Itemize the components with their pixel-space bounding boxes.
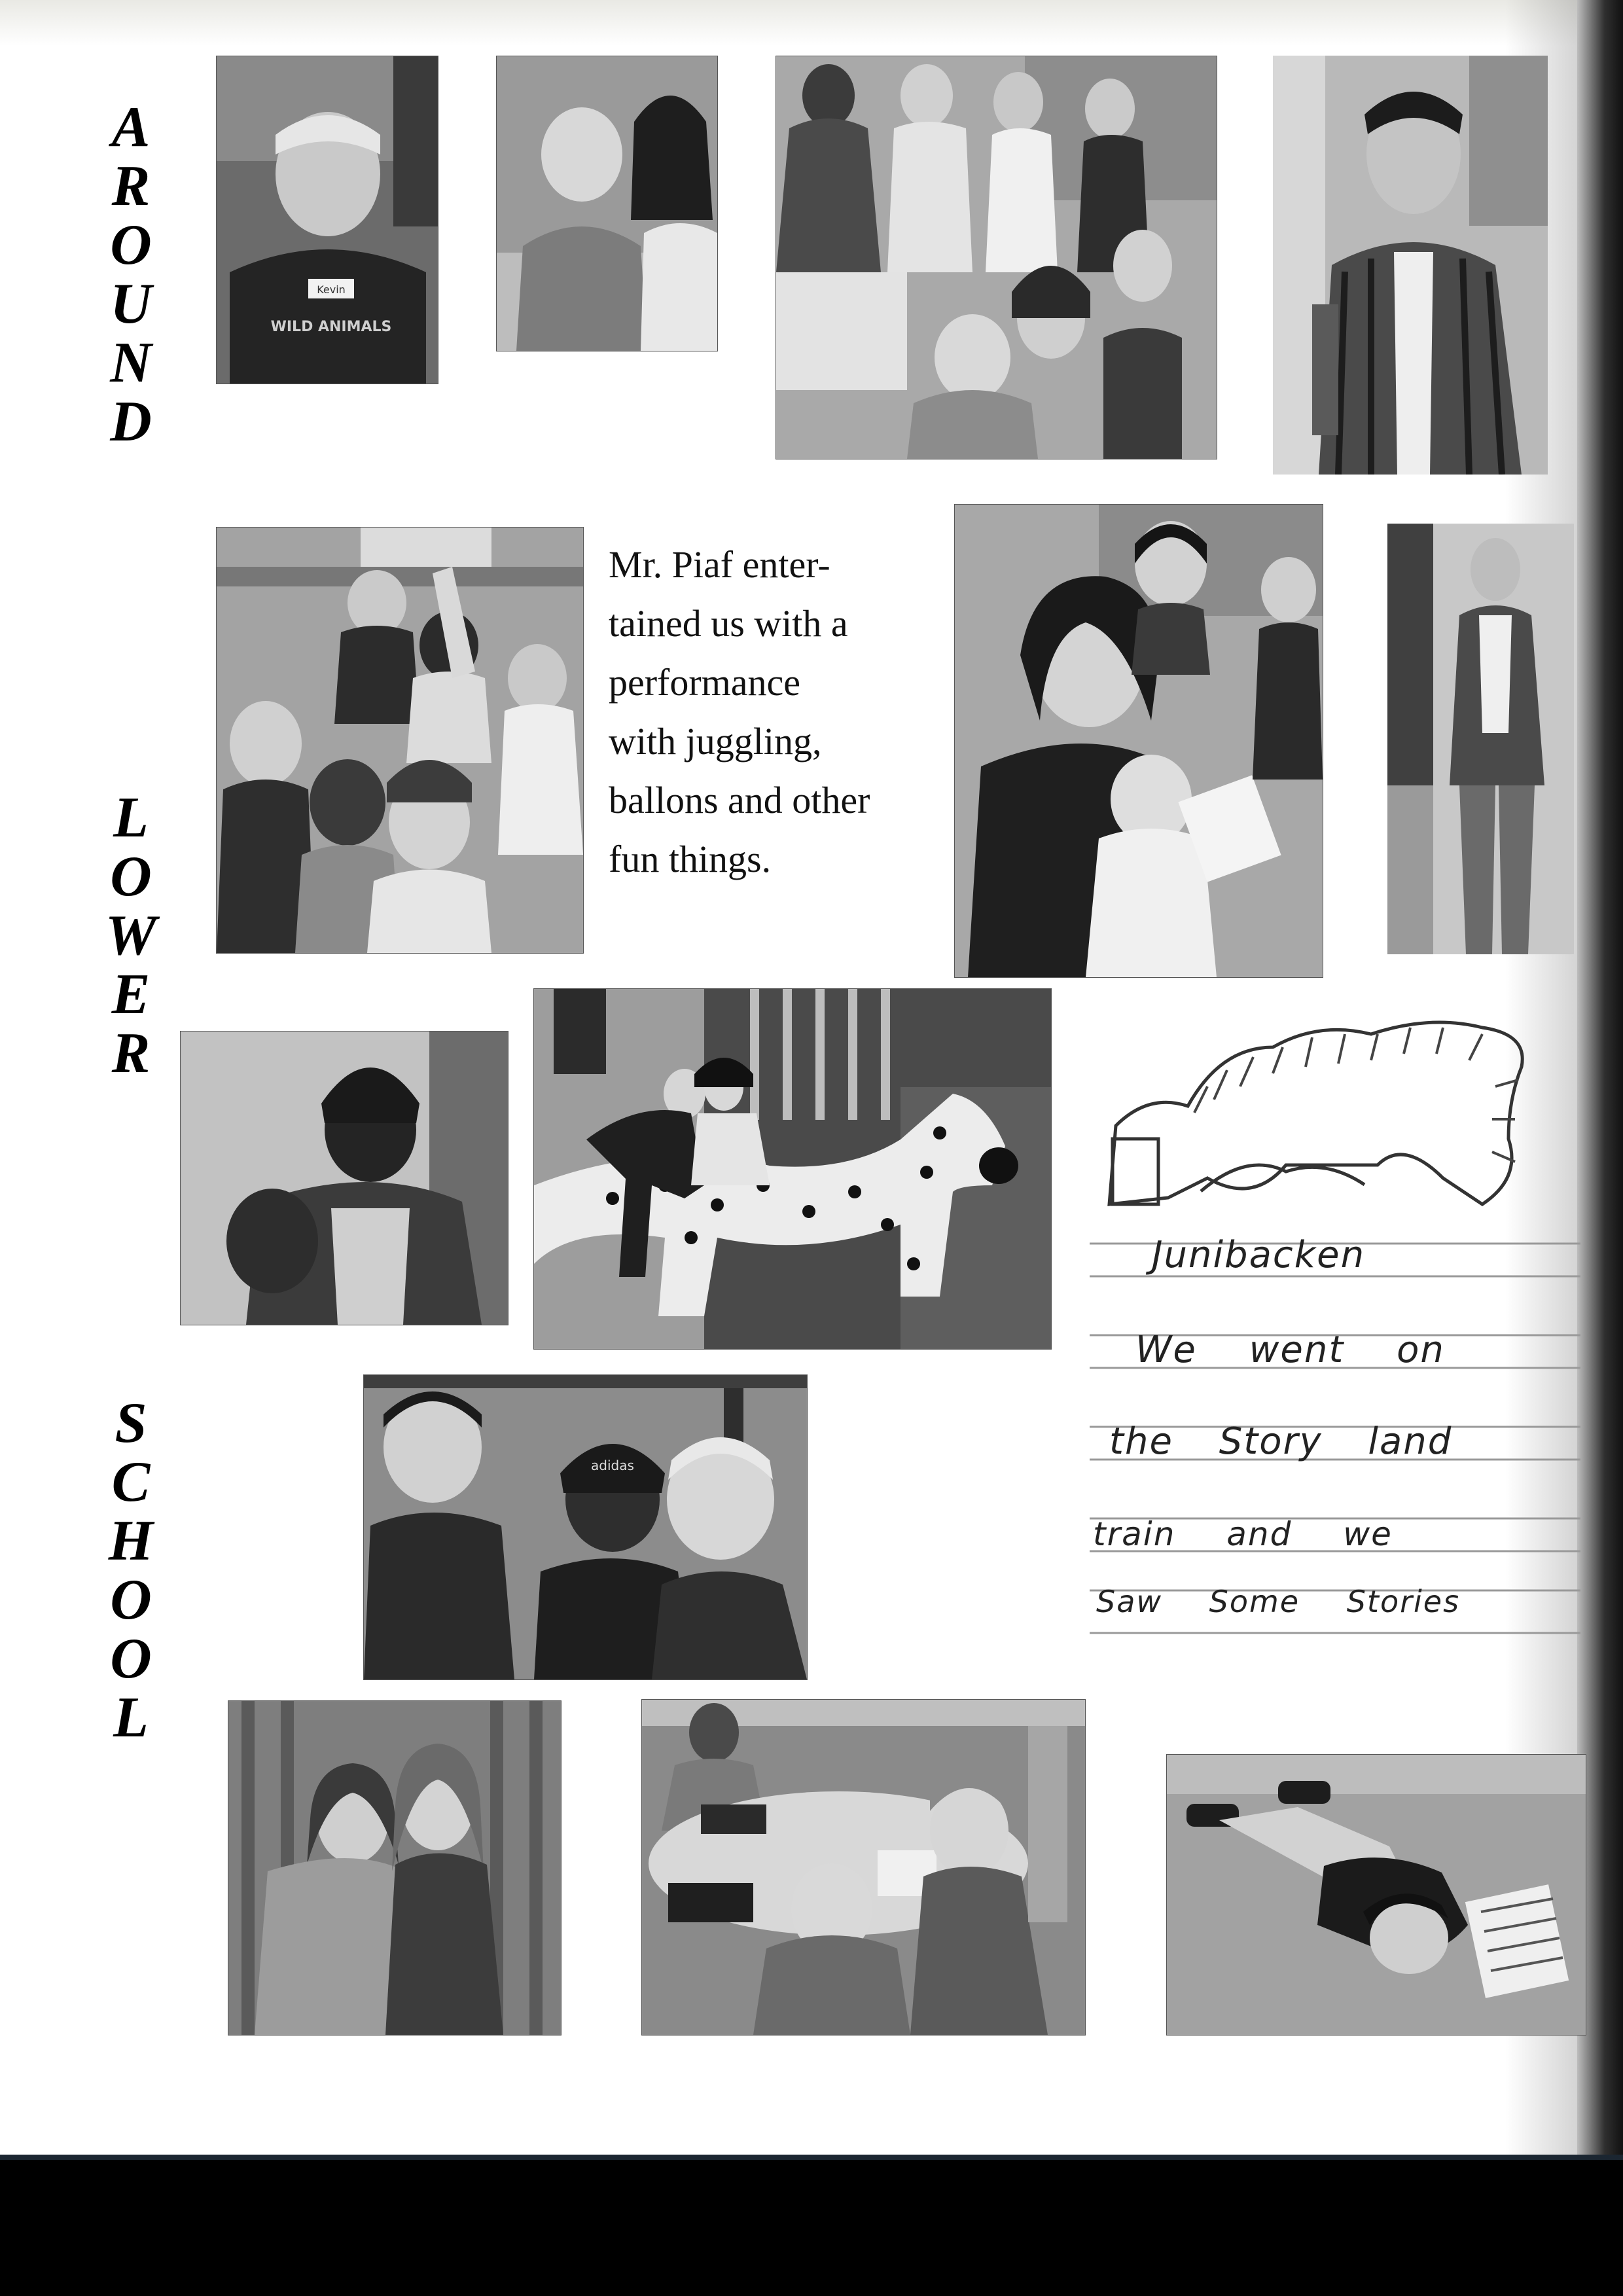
child-drawing-page [1090, 1008, 1580, 1662]
photo-performer-2 [1387, 524, 1574, 954]
photo-boy-hat [180, 1031, 508, 1325]
photo-boy-lying-image [1167, 1755, 1586, 2035]
photo-boy-hat-image [181, 1031, 508, 1325]
photo-two-girls-image [228, 1701, 561, 2035]
photo-boy-kevin [216, 56, 438, 384]
photo-boy-sweater [496, 56, 718, 351]
photo-boy-kevin-image [217, 56, 438, 384]
drawing-line-4: Saw Some Stories [1096, 1584, 1461, 1619]
photo-table-games-image [642, 1700, 1085, 2035]
title-letter: L [113, 1686, 149, 1749]
photo-class-audience [776, 56, 1217, 459]
title-letter: C [111, 1450, 151, 1514]
drawing-line-3: train and we [1093, 1515, 1393, 1553]
photo-performer-2-image [1387, 524, 1574, 954]
photo-boy-lying [1166, 1754, 1586, 2036]
title-letter: R [111, 154, 151, 218]
photo-horse-ride [533, 988, 1052, 1350]
drawing-title: Junibacken [1152, 1234, 1366, 1276]
title-letter: D [110, 390, 152, 454]
title-letter: H [108, 1509, 154, 1573]
photo-performer [1273, 56, 1548, 475]
caption-line: Mr. Piaf enter- [609, 543, 830, 586]
title-letter: S [115, 1391, 147, 1455]
title-word-around [98, 98, 164, 452]
title-letter: L [113, 786, 149, 850]
drawing-line-1: We went on [1135, 1329, 1445, 1371]
photo-performer-image [1273, 56, 1548, 475]
title-word-school [98, 1391, 164, 1749]
caption-line: fun things. [609, 838, 772, 880]
photo-teacher-reading [954, 504, 1323, 978]
caption-line: performance [609, 661, 801, 704]
svg-text:adidas: adidas [591, 1458, 634, 1473]
page-bottom-band [0, 2160, 1623, 2296]
svg-text:Kevin: Kevin [317, 283, 346, 296]
title-letter: O [110, 213, 152, 277]
title-letter: U [110, 272, 152, 336]
photo-raised-hands [216, 527, 584, 954]
caption-line: ballons and other [609, 779, 870, 821]
title-letter: N [110, 331, 152, 395]
svg-text:WILD ANIMALS: WILD ANIMALS [270, 319, 392, 335]
photo-teacher-reading-image [955, 505, 1323, 977]
photo-two-girls [228, 1700, 562, 2036]
photo-raised-hands-image [217, 528, 583, 953]
caption-line: with juggling, [609, 720, 822, 762]
caption-line: tained us with a [609, 602, 848, 645]
photo-three-boys-image [364, 1375, 807, 1679]
page-top-shadow [0, 0, 1623, 46]
title-letter: A [111, 96, 151, 159]
caption-text [609, 535, 949, 889]
photo-class-audience-image [776, 56, 1217, 459]
photo-three-boys [363, 1374, 808, 1680]
title-letter: O [110, 1627, 152, 1691]
photo-table-games [641, 1699, 1086, 2036]
title-letter: O [110, 1568, 152, 1632]
title-letter: O [110, 845, 152, 908]
title-letter: R [111, 1022, 151, 1085]
photo-horse-ride-image [534, 989, 1051, 1349]
photo-boy-sweater-image [497, 56, 717, 351]
drawing-line-2: the Story land [1109, 1420, 1453, 1463]
title-letter: E [111, 963, 151, 1026]
title-letter: W [105, 904, 157, 967]
title-word-lower [98, 786, 164, 1085]
